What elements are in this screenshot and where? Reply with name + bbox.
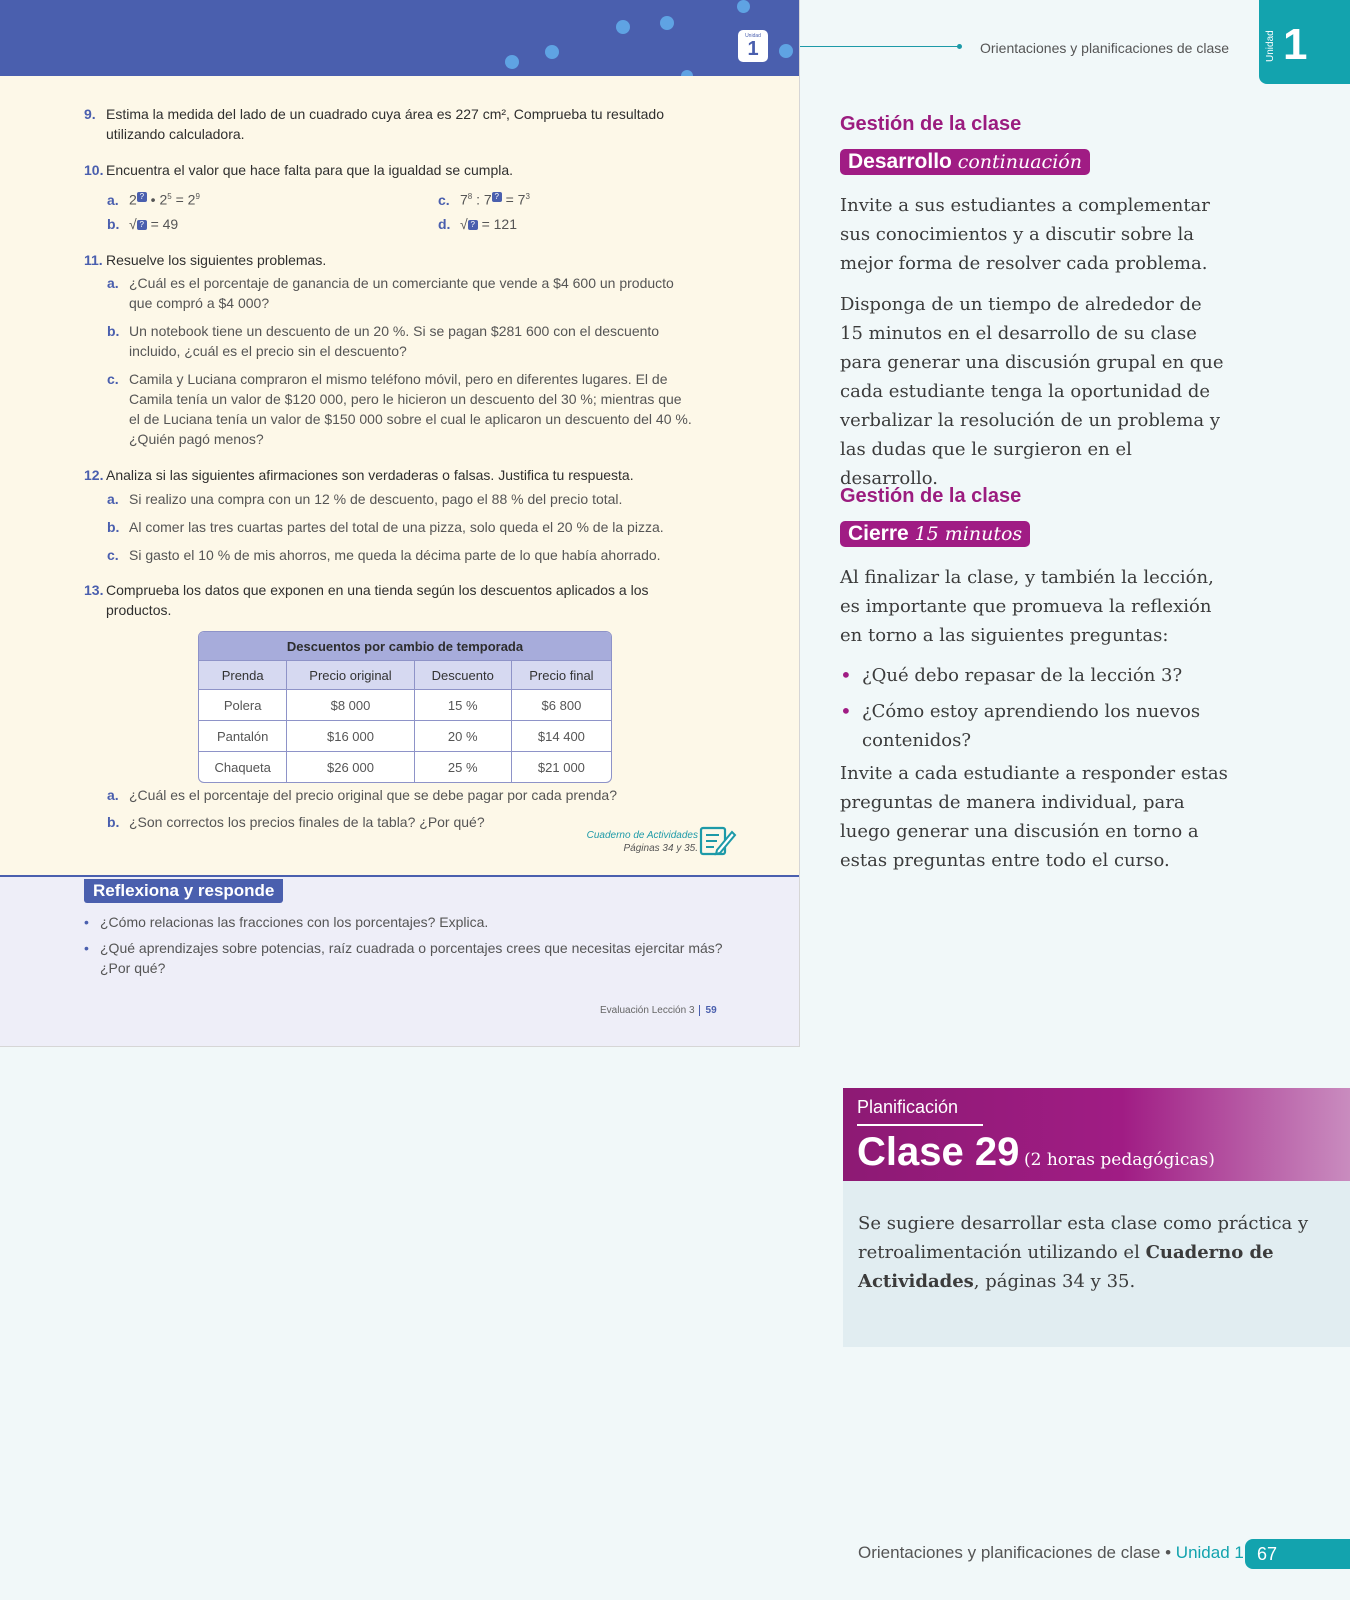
unit-tab-label: Unidad — [1265, 30, 1276, 62]
unit-tab — [1259, 0, 1350, 84]
reflexiona-item — [84, 938, 734, 978]
item-letter: c. — [438, 191, 450, 208]
bullet-icon: • — [840, 663, 852, 687]
item-letter: a. — [107, 787, 119, 803]
item-letter: b. — [107, 216, 120, 232]
table-caption: Descuentos por cambio de temporada — [199, 632, 611, 661]
decorative-dot — [545, 45, 559, 59]
question-13 — [84, 580, 701, 620]
missing-value-box: ? — [468, 220, 478, 230]
decorative-dot — [681, 70, 693, 76]
bullet-text: ¿Qué debo repasar de la lección 3? — [862, 665, 1183, 686]
pill-phase: Cierre — [848, 522, 909, 545]
table-header: Precio original — [287, 661, 414, 690]
reflexiona-text: ¿Qué aprendizajes sobre potencias, raíz cuadrada o porcentajes crees que necesitas ejercitar más? ¿Por qué? — [100, 940, 723, 976]
question-text: Comprueba los datos que exponen en una tienda según los descuentos aplicados a los productos. — [106, 582, 649, 618]
question-text: Encuentra el valor que hace falta para que la igualdad se cumpla. — [106, 162, 514, 178]
reflexiona-box — [0, 875, 799, 1047]
missing-value-box: ? — [492, 192, 502, 202]
notebook-pencil-icon — [699, 824, 737, 856]
item-letter: d. — [438, 216, 451, 232]
plan-text — [858, 1209, 1328, 1296]
question-9 — [84, 104, 701, 144]
table-cell: $16 000 — [287, 721, 414, 752]
q10-item-c: c. $7^8$ : 7 ? = $7^3$ — [438, 191, 530, 208]
plan-underline — [857, 1124, 983, 1126]
reflexiona-text: ¿Cómo relacionas las fracciones con los porcentajes? Explica. — [100, 914, 489, 930]
guide-paragraph: Disponga de un tiempo de alrededor de 15 minutos en el desarrollo de su clase para generar una discusión grupal en que cada estudiante tenga la oportunidad de verbalizar la resolución de un problema y las dudas que le surgieron en el desarrollo. — [840, 294, 1224, 489]
item-text: Al comer las tres cuartas partes del total de una pizza, solo queda el 20 % de la pizza. — [129, 519, 664, 535]
plan-text-pre: Se sugiere desarrollar esta clase como práctica y retroalimentación utilizando el — [858, 1213, 1309, 1263]
guide-paragraph: Invite a cada estudiante a responder estas preguntas de manera individual, para luego generar una discusión en torno a estas preguntas entre todo el curso. — [840, 763, 1228, 871]
student-page-header — [0, 0, 799, 76]
unit-badge-label: Unidad — [745, 33, 761, 39]
phase-pill-cierre — [840, 521, 1030, 547]
pill-phase: Desarrollo — [848, 150, 952, 173]
table-cell: $26 000 — [287, 752, 414, 783]
plan-label: Planificación — [857, 1097, 959, 1117]
item-letter: b. — [107, 814, 120, 830]
page-number: 59 — [699, 1005, 717, 1016]
planificacion-body — [843, 1181, 1350, 1347]
question-11 — [84, 250, 701, 270]
plan-text-bold: Cuaderno de Actividades — [858, 1242, 1274, 1292]
table-cell: 20 % — [414, 721, 511, 752]
decorative-dot — [660, 16, 674, 30]
q10-item-a: a. 2 ? • $2^5 = 2^9$ — [107, 191, 200, 208]
bullet-icon: • — [84, 940, 89, 956]
item-text: Un notebook tiene un descuento de un 20 %. Si se pagan $281 600 con el descuento incluido, ¿cuál es el precio sin el descuento? — [129, 323, 660, 359]
question-10 — [84, 160, 701, 180]
runner-dot — [957, 44, 962, 49]
question-number: 11. — [84, 252, 103, 268]
q11-item-b — [107, 321, 694, 361]
item-letter: a. — [107, 491, 119, 507]
student-page — [0, 0, 800, 1047]
item-text: Si realizo una compra con un 12 % de descuento, pago el 88 % del precio total. — [129, 491, 623, 507]
footer-unit: Unidad 1 — [1175, 1543, 1244, 1562]
table-cell: 15 % — [414, 690, 511, 721]
cuaderno-reference — [580, 829, 698, 855]
guide-page-number: 67 — [1245, 1539, 1350, 1569]
table-row — [199, 690, 611, 721]
question-text: Resuelve los siguientes problemas. — [106, 252, 327, 268]
item-letter: a. — [107, 191, 119, 208]
bullet-text: ¿Cómo estoy aprendiendo los nuevos contenidos? — [862, 701, 1201, 751]
q10-item-b: b. √ ? = 49 — [107, 216, 179, 232]
section-heading: Gestión de la clase — [840, 113, 1022, 135]
unit-badge — [738, 30, 768, 62]
planificacion-banner — [843, 1088, 1350, 1181]
runner-line — [800, 46, 960, 47]
table-cell: $21 000 — [511, 752, 611, 783]
table-cell: 25 % — [414, 752, 511, 783]
table-header: Descuento — [414, 661, 511, 690]
phase-pill-desarrollo — [840, 149, 1090, 175]
section-heading: Gestión de la clase — [840, 485, 1022, 507]
decorative-dot — [505, 55, 519, 69]
cuaderno-title: Cuaderno de Actividades — [586, 830, 698, 841]
q11-item-a — [107, 273, 694, 313]
table-row — [199, 752, 611, 783]
item-letter: a. — [107, 275, 119, 291]
reflexiona-item — [84, 912, 734, 932]
guide-paragraph: Al finalizar la clase, y también la lección, es importante que promueva la reflexión en torno a las siguientes preguntas: — [840, 567, 1214, 646]
plan-hours: (2 horas pedagógicas) — [1024, 1150, 1215, 1170]
running-header: Orientaciones y planificaciones de clase — [980, 40, 1230, 56]
q10-item-d: d. √ ? = 121 — [438, 216, 518, 232]
q12-item-c — [107, 545, 694, 565]
question-12 — [84, 465, 701, 485]
bullet-icon: • — [84, 914, 89, 930]
question-text: Estima la medida del lado de un cuadrado cuya área es 227 cm², Comprueba tu resultado utilizando calculadora. — [106, 106, 664, 142]
item-text: ¿Cuál es el porcentaje del precio original que se debe pagar por cada prenda? — [129, 787, 617, 803]
student-page-footer — [600, 1005, 717, 1016]
pill-note: continuación — [957, 151, 1082, 173]
item-letter: c. — [107, 371, 119, 387]
q12-item-a — [107, 489, 694, 509]
unit-tab-number: 1 — [1283, 20, 1308, 69]
table-cell: $14 400 — [511, 721, 611, 752]
missing-value-box: ? — [137, 192, 147, 202]
item-text: Camila y Luciana compraron el mismo teléfono móvil, pero en diferentes lugares. El de Camila tenía un valor de $120 000, pero le hicieron un descuento del 30 %; mientras que el de Luciana tenía un valor de $150 000 sobre el cual le aplicaron un descuento del 40 %. ¿Quién pagó menos? — [129, 371, 692, 447]
item-letter: b. — [107, 323, 120, 339]
question-number: 13. — [84, 582, 104, 598]
guide-bullet — [840, 661, 1230, 691]
q11-item-c — [107, 369, 694, 449]
reflexiona-title: Reflexiona y responde — [84, 879, 283, 903]
discount-table — [198, 631, 612, 783]
cuaderno-pages: Páginas 34 y 35. — [623, 843, 698, 854]
decorative-dot — [779, 44, 793, 58]
decorative-dot — [616, 20, 630, 34]
guide-paragraph: Invite a sus estudiantes a complementar sus conocimientos y a discutir sobre la mejor forma de resolver cada problema. — [840, 195, 1210, 274]
decorative-dot — [737, 0, 750, 13]
pill-note: 15 minutos — [914, 523, 1023, 545]
unit-badge-number: 1 — [747, 38, 759, 60]
plan-class-title: Clase 29 — [857, 1130, 1020, 1174]
table-header: Prenda — [199, 661, 287, 690]
plan-text-post: , páginas 34 y 35. — [973, 1271, 1136, 1292]
missing-value-box: ? — [137, 220, 147, 230]
table-row — [199, 721, 611, 752]
item-letter: c. — [107, 547, 119, 563]
table-cell: $8 000 — [287, 690, 414, 721]
table-cell: Pantalón — [199, 721, 287, 752]
item-text: ¿Cuál es el porcentaje de ganancia de un comerciante que vende a $4 600 un producto que compró a $4 000? — [129, 275, 674, 311]
q13-item-a — [107, 785, 694, 805]
item-text: Si gasto el 10 % de mis ahorros, me queda la décima parte de lo que había ahorrado. — [129, 547, 661, 563]
guide-bullet — [840, 697, 1230, 755]
table-header: Precio final — [511, 661, 611, 690]
q12-item-b — [107, 517, 694, 537]
table-cell: Chaqueta — [199, 752, 287, 783]
table-cell: $6 800 — [511, 690, 611, 721]
question-number: 10. — [84, 162, 104, 178]
table-cell: Polera — [199, 690, 287, 721]
question-number: 9. — [84, 106, 96, 122]
question-number: 12. — [84, 467, 104, 483]
bullet-icon: • — [840, 699, 852, 723]
footer-label: Evaluación Lección 3 — [600, 1005, 695, 1016]
question-text: Analiza si las siguientes afirmaciones son verdaderas o falsas. Justifica tu respuesta. — [106, 467, 634, 483]
footer-text: Orientaciones y planificaciones de clase • — [858, 1543, 1176, 1562]
item-text: ¿Son correctos los precios finales de la tabla? ¿Por qué? — [129, 814, 485, 830]
item-letter: b. — [107, 519, 120, 535]
guide-footer — [858, 1543, 1244, 1563]
